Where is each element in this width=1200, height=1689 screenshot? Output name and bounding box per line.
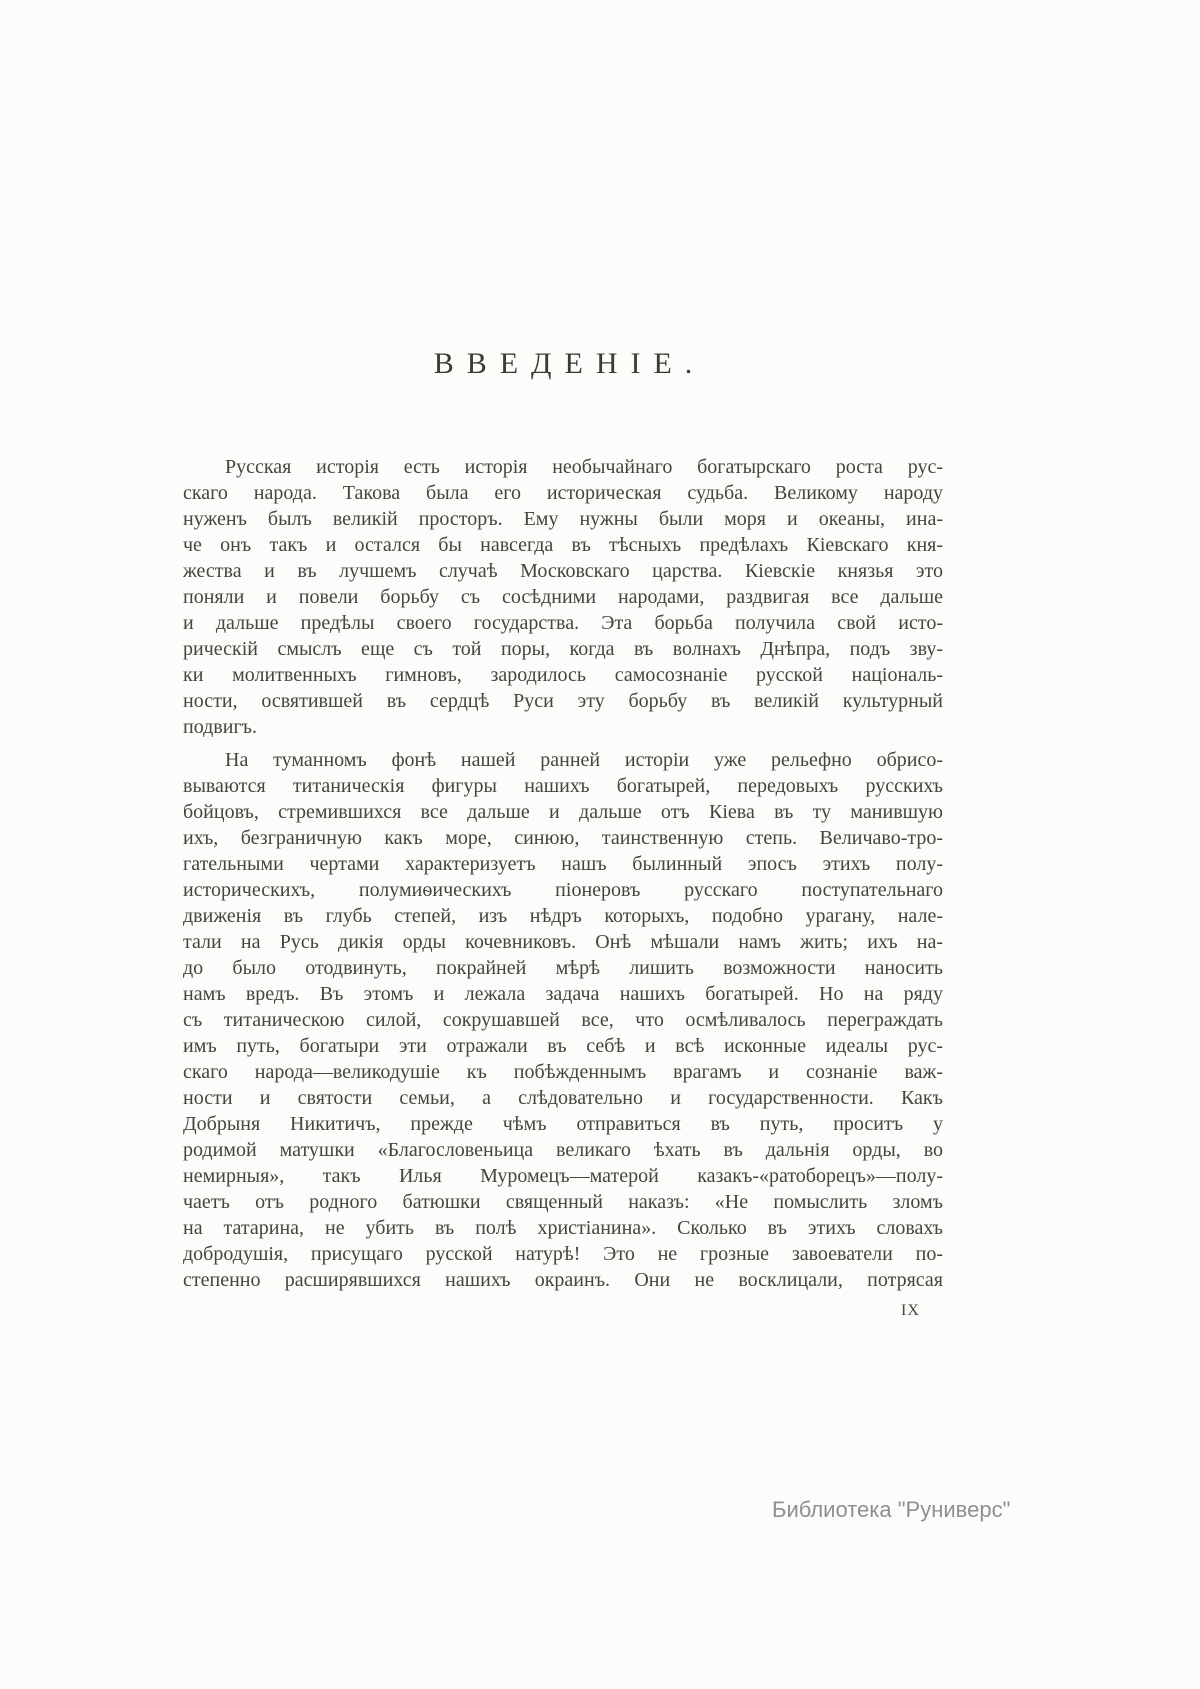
page-title: ВВЕДЕНІЕ. — [433, 347, 706, 380]
watermark: Библиотека "Руниверс" — [772, 1497, 1011, 1522]
text-line: нуженъ былъ великій просторъ. Ему нужны были моря и океаны, ина- — [183, 508, 943, 530]
text-line: подвигъ. — [183, 716, 257, 738]
text-line: добродушія, присущаго русской натурѣ! Это не грозные завоеватели по- — [183, 1243, 943, 1265]
text-line: скаго народа. Такова была его историческая судьба. Великому народу — [183, 482, 943, 504]
text-line: чаетъ отъ родного батюшки священный наказъ: «Не помыслить зломъ — [183, 1191, 943, 1213]
text-line: че онъ такъ и остался бы навсегда въ тѣсныхъ предѣлахъ Кіевскаго кня- — [183, 534, 943, 556]
text-line: рическій смыслъ еще съ той поры, когда въ волнахъ Днѣпра, подъ зву- — [183, 638, 943, 660]
text-line: ки молитвенныхъ гимновъ, зародилось самосознаніе русской національ- — [183, 664, 943, 686]
text-line: ности, освятившей въ сердцѣ Руси эту борьбу въ великій культурный — [183, 690, 943, 712]
text-line: ности и святости семьи, а слѣдовательно и государственности. Какъ — [183, 1087, 943, 1109]
text-line: степенно расширявшихся нашихъ окраинъ. Они не восклицали, потрясая — [183, 1269, 943, 1291]
text-line: Добрыня Никитичъ, прежде чѣмъ отправиться въ путь, проситъ у — [183, 1113, 943, 1135]
text-line: жества и въ лучшемъ случаѣ Московскаго царства. Кіевскіе князья это — [183, 560, 943, 582]
text-line: на татарина, не убить въ полѣ христіанина». Сколько въ этихъ словахъ — [183, 1217, 943, 1239]
text-line: гательными чертами характеризуетъ нашъ былинный эпосъ этихъ полу- — [183, 853, 943, 875]
paragraph-2 — [183, 747, 943, 1293]
text-line: бойцовъ, стремившихся все дальше и дальше отъ Кіева въ ту манившую — [183, 801, 943, 823]
text-block — [183, 346, 943, 1300]
text-line: тали на Русь дикія орды кочевниковъ. Онѣ мѣшали намъ жить; ихъ на- — [183, 931, 943, 953]
text-line: и дальше предѣлы своего государства. Эта борьба получила свой исто- — [183, 612, 943, 634]
text-line: поняли и повели борьбу съ сосѣдними народами, раздвигая все дальше — [183, 586, 943, 608]
text-line: движенія въ глубь степей, изъ нѣдръ которыхъ, подобно урагану, нале- — [183, 905, 943, 927]
text-line: немирныя», такъ Илья Муромецъ—матерой казакъ-«ратоборецъ»—полу- — [183, 1165, 943, 1187]
text-line: намъ вредъ. Въ этомъ и лежала задача нашихъ богатырей. Но на ряду — [183, 983, 943, 1005]
text-line: до было отодвинуть, покрайней мѣрѣ лишить возможности наносить — [183, 957, 943, 979]
text-line: родимой матушки «Благословеньица великаго ѣхать въ дальнія орды, во — [183, 1139, 943, 1161]
paragraph-1 — [183, 454, 943, 740]
page-number: IX — [901, 1302, 920, 1319]
text-line: скаго народа—великодушіе къ побѣжденнымъ врагамъ и сознаніе важ- — [183, 1061, 943, 1083]
text-line: вываются титаническія фигуры нашихъ богатырей, передовыхъ русскихъ — [183, 775, 943, 797]
text-line: На туманномъ фонѣ нашей ранней исторіи уже рельефно обрисо- — [225, 749, 943, 771]
text-line: Русская исторія есть исторія необычайнаго богатырскаго роста рус- — [225, 456, 943, 478]
text-line: ихъ, безграничную какъ море, синюю, таинственную степь. Величаво-тро- — [183, 827, 943, 849]
text-line: историческихъ, полумиѳическихъ піонеровъ русскаго поступательнаго — [183, 879, 943, 901]
text-line: имъ путь, богатыри эти отражали въ себѣ и всѣ исконные идеалы рус- — [183, 1035, 943, 1057]
text-line: съ титаническою силой, сокрушавшей все, что осмѣливалось переграждать — [183, 1009, 943, 1031]
